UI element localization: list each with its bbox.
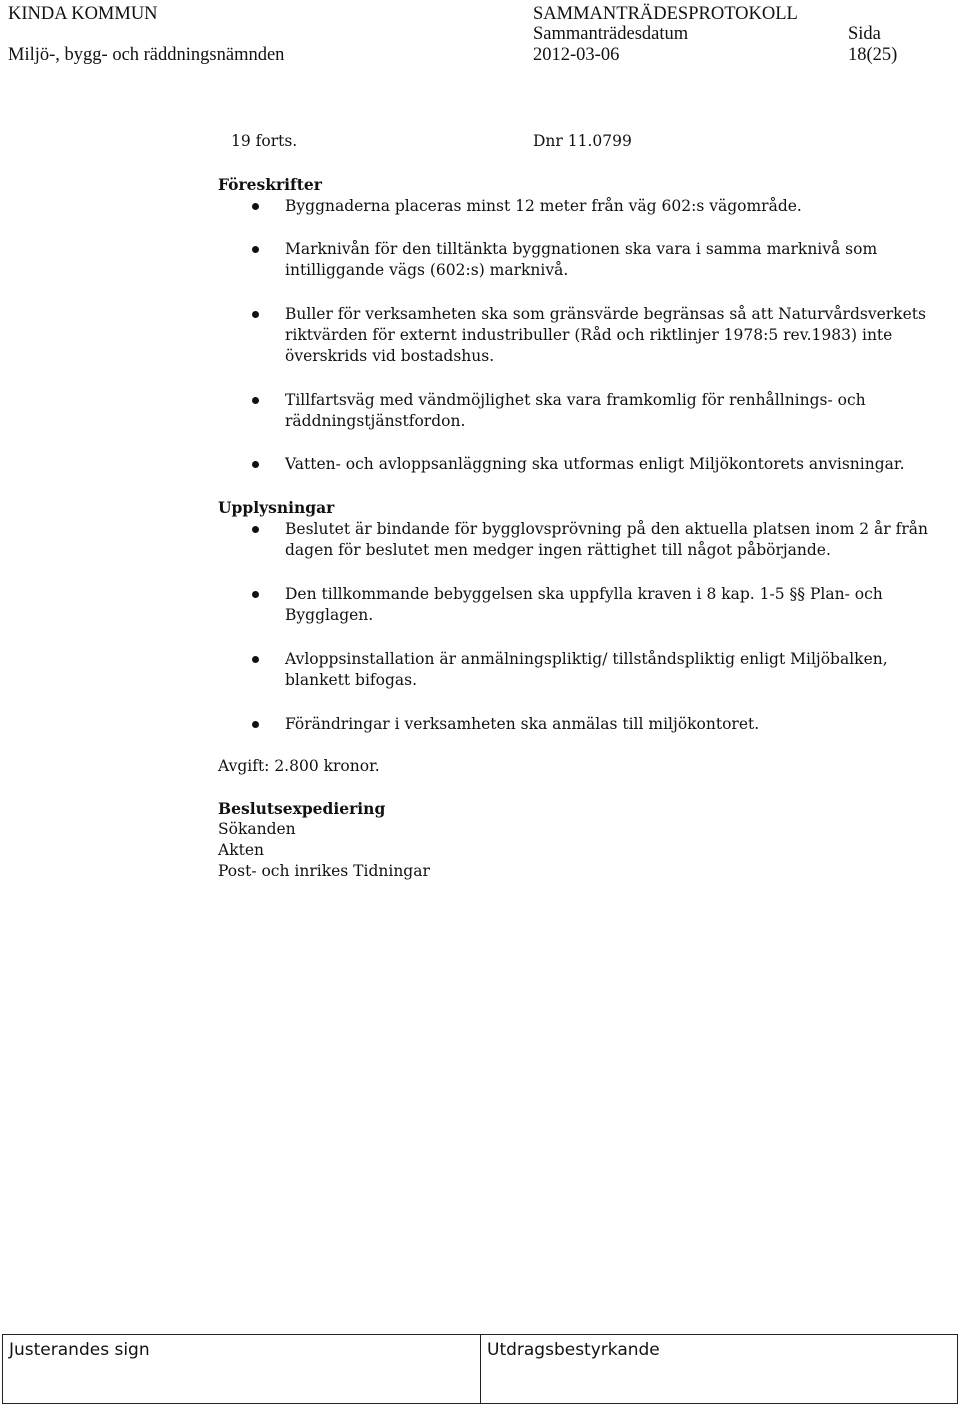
list-item-text [285, 304, 926, 367]
recipient-item: Post- och inrikes Tidningar [218, 862, 430, 880]
recipient-item: Akten [218, 841, 264, 859]
meeting-date: 2012-03-06 [533, 45, 620, 65]
item-number: 19 forts. [231, 132, 298, 150]
section-heading-foreskrifter: Föreskrifter [218, 175, 322, 194]
page-number: 18(25) [848, 45, 898, 65]
section-heading-upplysningar: Upplysningar [218, 498, 335, 517]
bullet-icon [252, 311, 259, 318]
diary-number: Dnr 11.0799 [533, 132, 632, 150]
bullet-icon [252, 246, 259, 253]
list-item-text [285, 454, 905, 475]
list-item-text [285, 649, 888, 691]
list-item-line: räddningstjänstfordon. [285, 412, 466, 430]
page-label: Sida [848, 24, 881, 44]
list-item-line: Avloppsinstallation är anmälningspliktig/ tillståndspliktig enligt Miljöbalken, [285, 650, 888, 668]
list-item-text [285, 390, 866, 432]
bullet-icon [252, 203, 259, 210]
signature-box-justerandes [3, 1335, 481, 1403]
date-label: Sammanträdesdatum [533, 24, 689, 44]
signature-label-utdragsbestyrkande: Utdragsbestyrkande [487, 1340, 660, 1360]
list-item-text [285, 714, 759, 735]
list-item-line: riktvärden för externt industribuller (Råd och riktlinjer 1978:5 rev.1983) inte [285, 326, 893, 344]
list-item-line: intilliggande vägs (602:s) marknivå. [285, 261, 569, 279]
list-item-text [285, 196, 802, 217]
recipient-item: Sökanden [218, 820, 296, 838]
bullet-icon [252, 656, 259, 663]
bullet-icon [252, 591, 259, 598]
list-item-text [285, 519, 928, 561]
bullet-icon [252, 526, 259, 533]
fee-text: Avgift: 2.800 kronor. [218, 757, 380, 775]
list-item-line: Buller för verksamheten ska som gränsvärde begränsas så att Naturvårdsverkets [285, 305, 926, 323]
list-item-line: Beslutet är bindande för bygglovsprövning på den aktuella platsen inom 2 år från [285, 520, 928, 538]
list-item-line: Bygglagen. [285, 606, 374, 624]
list-item-text [285, 239, 877, 281]
list-item-line: Förändringar i verksamheten ska anmälas till miljökontoret. [285, 715, 760, 733]
list-item-line: Den tillkommande bebyggelsen ska uppfylla kraven i 8 kap. 1-5 §§ Plan- och [285, 585, 883, 603]
committee-name: Miljö-, bygg- och räddningsnämnden [8, 45, 285, 65]
bullet-icon [252, 461, 259, 468]
list-item-line: blankett bifogas. [285, 671, 418, 689]
list-item-line: överskrids vid bostadshus. [285, 347, 495, 365]
list-item-line: Tillfartsväg med vändmöjlighet ska vara framkomlig för renhållnings- och [285, 391, 866, 409]
signature-label-justerandes: Justerandes sign [9, 1340, 150, 1360]
list-item-line: dagen för beslutet men medger ingen rättighet till något påbörjande. [285, 541, 831, 559]
bullet-icon [252, 721, 259, 728]
document-type: SAMMANTRÄDESPROTOKOLL [533, 4, 798, 24]
bullet-icon [252, 397, 259, 404]
section-heading-beslutsexpediering: Beslutsexpediering [218, 799, 386, 818]
list-item-line: Marknivån för den tilltänkta byggnationen ska vara i samma marknivå som [285, 240, 878, 258]
org-name: KINDA KOMMUN [8, 4, 158, 24]
signature-box-utdragsbestyrkande [481, 1335, 957, 1403]
list-item-text [285, 584, 883, 626]
list-item-line: Byggnaderna placeras minst 12 meter från väg 602:s vägområde. [285, 197, 802, 215]
signature-footer [2, 1334, 958, 1404]
list-item-line: Vatten- och avloppsanläggning ska utformas enligt Miljökontorets anvisningar. [285, 455, 905, 473]
